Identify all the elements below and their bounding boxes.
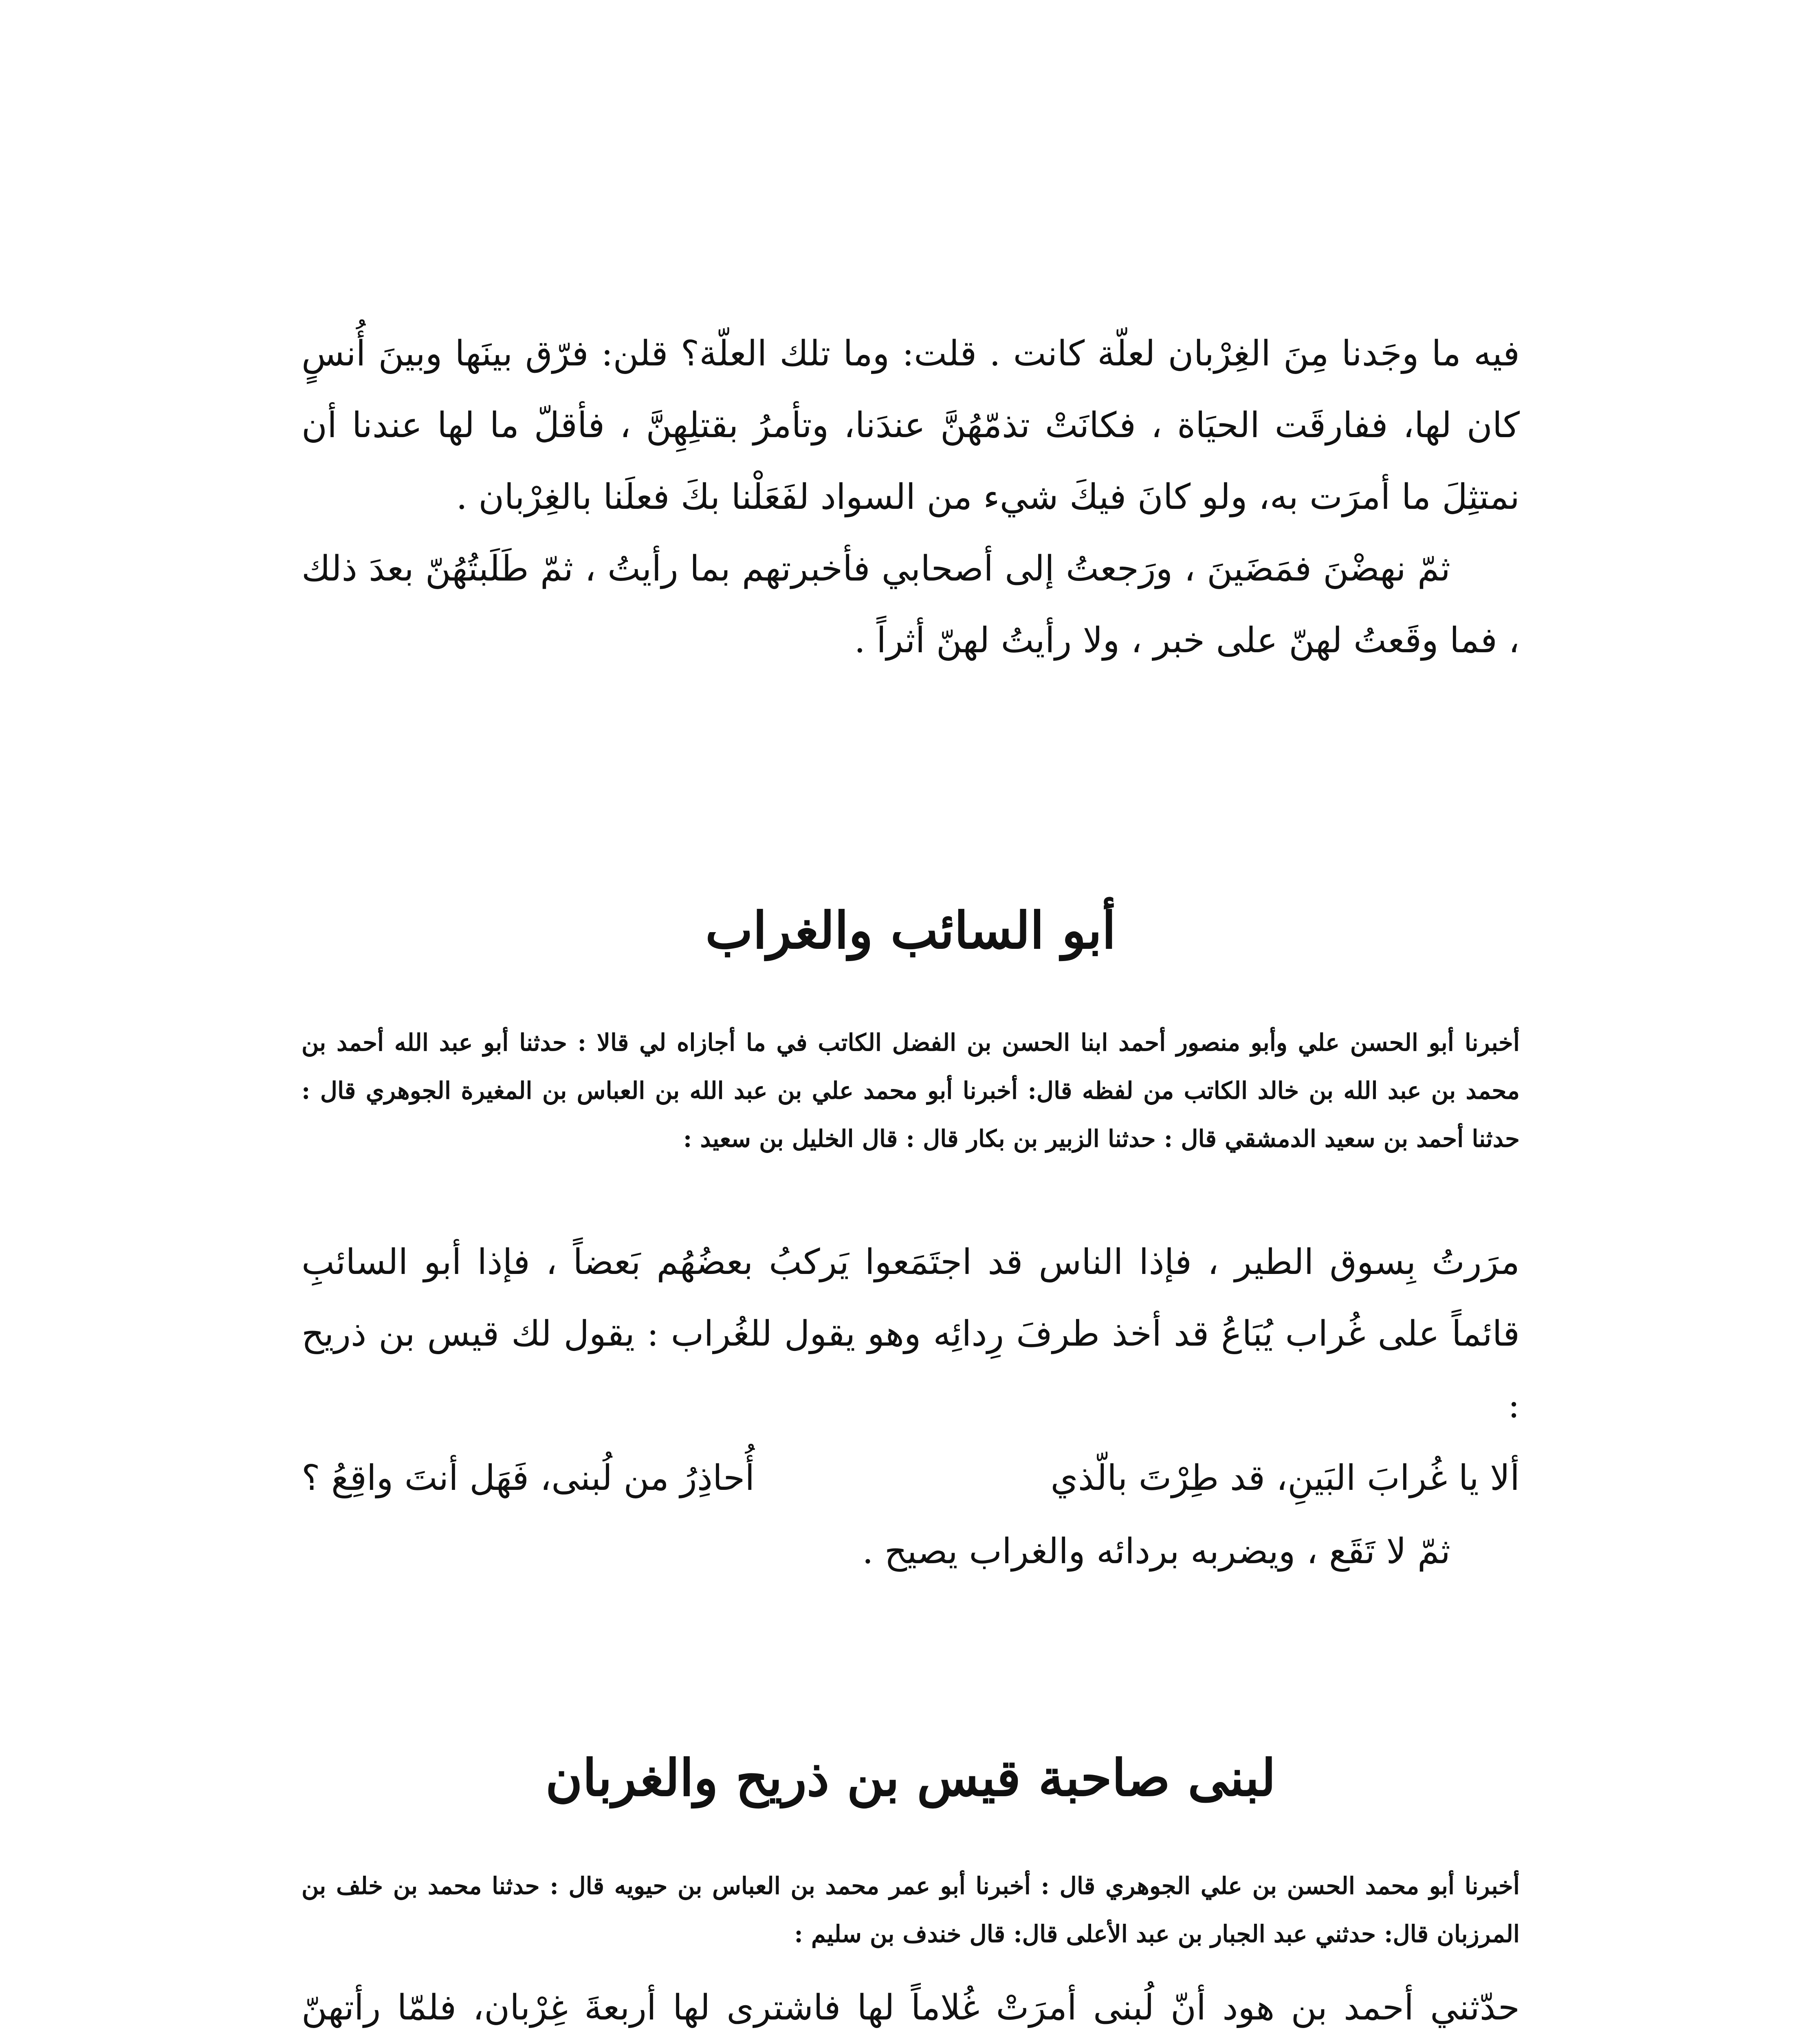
narrative-text: مرَرتُ بِسوق الطير ، فإذا الناس قد اجتَمَعوا يَركبُ بعضُهُم بَعضاً ، فإذا أبو السائبِ قائماً على غُراب يُبَاعُ قد أخذ طرفَ رِدائِه وهو يقول للغُراب : يقول لك قيس بن ذريح : xyxy=(301,1242,1520,1426)
continuation-text xyxy=(301,318,1520,676)
narrative-text: حدّثني أحمد بن هود أنّ لُبنى أمرَتْ غُلاماً لها فاشترى لها أربعةَ غِرْبان، فلمّا رأتهنّ xyxy=(301,1987,1520,2028)
isnad-text: أخبرنا أبو محمد الحسن بن علي الجوهري قال : أخبرنا أبو عمر محمد بن العباس بن حيويه قال : حدثنا محمد بن خلف بن المرزبان قال: حدثني عبد الجبار بن عبد الأعلى قال: قال خندف بن سليم : xyxy=(301,1872,1520,1948)
narrative-abu-al-saib xyxy=(301,1226,1520,1441)
isnad-lubna xyxy=(301,1862,1520,1958)
closing-abu-al-saib xyxy=(301,1516,1520,1587)
poem-verse xyxy=(301,1442,1520,1514)
isnad-text: أخبرنا أبو الحسن علي وأبو منصور أحمد ابنا الحسن بن الفضل الكاتب في ما أجازاه لي قالا : حدثنا أبو عبد الله أحمد بن محمد بن عبد الله بن خالد الكاتب من لفظه قال: أخبرنا أبو محمد علي بن عبد الله بن العباس بن المغيرة الجوهري قال : حدثنا أحمد بن سعيد الدمشقي قال : حدثنا الزبير بن بكار قال : قال الخليل بن سعيد : xyxy=(301,1029,1520,1153)
narrative-lubna xyxy=(301,1972,1520,2037)
section-title-abu-al-saib: أبو السائب والغراب xyxy=(705,901,1116,960)
isnad-abu-al-saib xyxy=(301,1018,1520,1163)
closing-text: ثمّ لا تَقَع ، ويضربه بردائه والغراب يصيح . xyxy=(862,1531,1450,1572)
section-title-lubna: لبنى صاحبة قيس بن ذريح والغربان xyxy=(545,1749,1276,1808)
continuation-paragraph-final: ثمّ نهضْنَ فمَضَينَ ، ورَجعتُ إلى أصحابي فأخبرتهم بما رأيتُ ، ثمّ طَلَبتُهُنّ بعدَ ذلك ، فما وقَعتُ لهنّ على خبر ، ولا رأيتُ لهنّ أثراً . xyxy=(301,548,1520,661)
continuation-paragraph: فيه ما وجَدنا مِنَ الغِرْبان لعلّة كانت . قلت: وما تلك العلّة؟ قلن: فرّق بينَها وبينَ أُنسٍ كان لها، ففارقَت الحيَاة ، فكانَتْ تذمّهُنَّ عندَنا، وتأمرُ بقتلِهِنَّ ، فأقلّ ما لها عندنا أن نمتثِلَ ما أمرَت به، ولو كانَ فيكَ شيء من السواد لفَعَلْنا بكَ فعلَنا بالغِرْبان . xyxy=(301,333,1520,517)
verse-second-hemistich: أُحاذِرُ من لُبنى، فَهَل أنتَ واقِعُ ؟ xyxy=(301,1458,755,1498)
verse-first-hemistich: ألا يا غُرابَ البَينِ، قد طِرْتَ بالّذي xyxy=(1050,1458,1520,1498)
